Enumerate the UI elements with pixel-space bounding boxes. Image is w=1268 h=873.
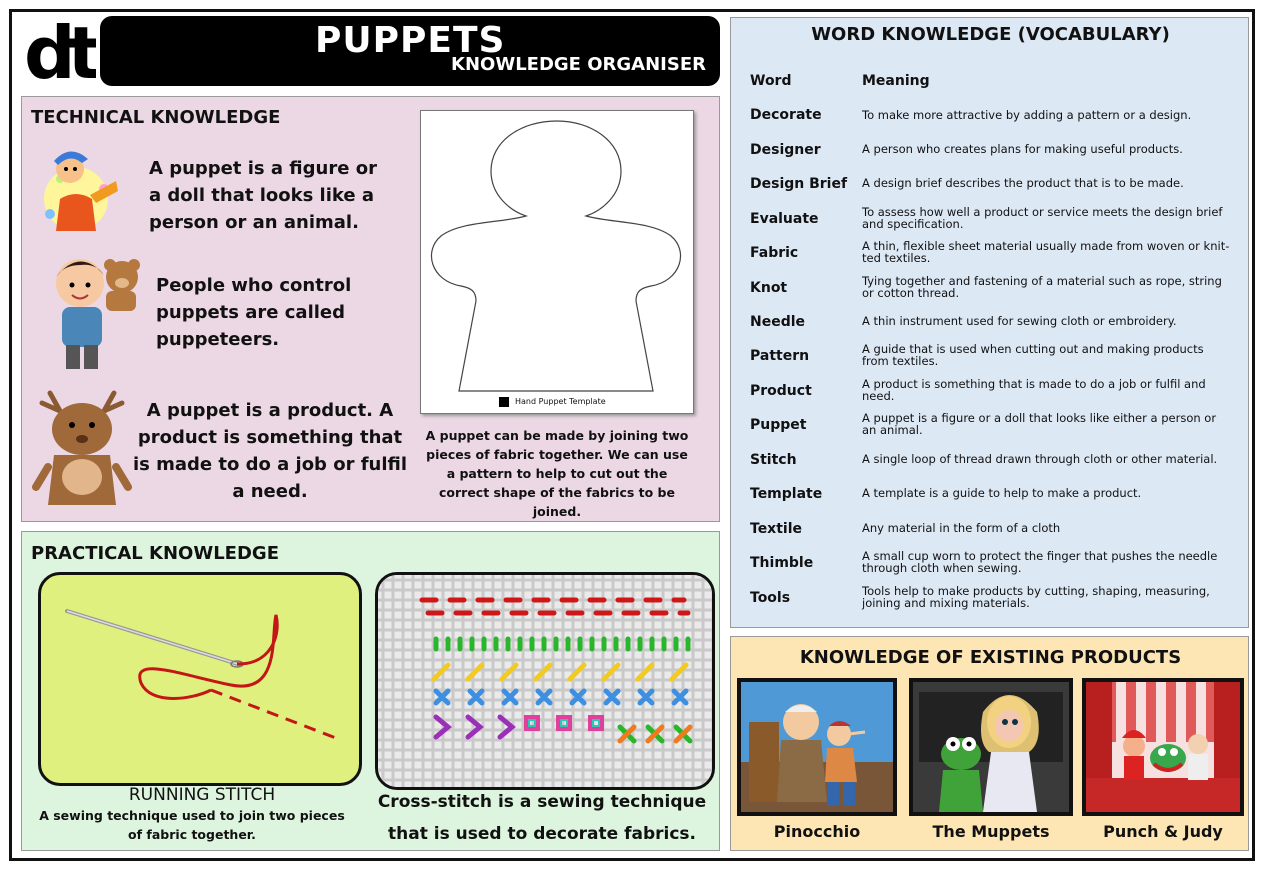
vocab-row: Thimble A small cup worn to protect the finger that pushes the needle through cloth when sewing. [750,549,1218,575]
muppets-photo [909,678,1073,816]
running-stitch-description: A sewing technique used to join two pieces of fabric together. [39,808,345,842]
existing-heading: KNOWLEDGE OF EXISTING PRODUCTS [799,647,1182,668]
vocab-row: Knot Tying together and fastening of a material such as rope, string or cotton thread. [750,274,1222,300]
technical-heading: TECHNICAL KNOWLEDGE [31,107,281,128]
cross-stitch-description: Cross-stitch is a sewing technique that is used to decorate fabrics. [377,792,707,844]
running-stitch-image [38,572,362,786]
existing-products-panel [730,636,1249,851]
vocab-col-meaning: Meaning [862,73,930,89]
clown-puppet-illustration [30,139,122,233]
technical-knowledge-panel [21,96,720,522]
template-description: A puppet can be made by joining two pieces of fabric together. We can use a pattern to help to cut out the correct shape of the fabrics to be joined. [425,428,689,519]
vocab-row: Decorate To make more attractive by adding a pattern or a design. [750,107,1192,123]
svg-text:dt: dt [24,16,94,86]
template-caption: Hand Puppet Template [515,397,606,406]
vocabulary-heading: WORD KNOWLEDGE (VOCABULARY) [811,24,1170,45]
page-subtitle: KNOWLEDGE ORGANISER [451,54,706,75]
reindeer-puppet-illustration [32,387,132,509]
fact-product: A puppet is a product. A product is something that is made to do a job or fulfil a need. [132,400,408,502]
vocab-row: Stitch A single loop of thread drawn through cloth or other material. [750,452,1218,468]
vocab-row: Evaluate To assess how well a product or service meets the design brief and specification. [750,205,1223,231]
vocab-row: Pattern A guide that is used when cutting out and making products from textiles. [750,342,1204,368]
muppets-label: The Muppets [932,822,1050,841]
dt-logo [22,16,96,86]
vocabulary-panel [730,17,1249,628]
running-stitch-title: RUNNING STITCH [128,785,276,805]
hand-puppet-template [420,110,694,414]
vocab-row: Needle A thin instrument used for sewing cloth or embroidery. [750,314,1177,330]
vocab-row: Product A product is something that is made to do a job or fulfil and need. [750,377,1206,403]
cross-stitch-image [375,572,715,790]
punch-judy-photo [1082,678,1244,816]
punch-judy-label: Punch & Judy [1103,822,1223,841]
pinocchio-photo [737,678,897,816]
practical-heading: PRACTICAL KNOWLEDGE [31,543,279,564]
fact-puppeteers: People who control puppets are called puppeteers. [156,275,352,350]
vocab-row: Textile Any material in the form of a cloth [750,521,1061,537]
vocab-row: Designer A person who creates plans for making useful products. [750,142,1183,158]
practical-knowledge-panel [21,531,720,851]
page-title: PUPPETS [315,20,506,61]
vocab-row: Fabric A thin, flexible sheet material usually made from woven or knit-ted textiles. [750,239,1230,265]
pinocchio-label: Pinocchio [773,822,861,841]
vocab-row: Template A template is a guide to help to make a product. [750,486,1142,502]
title-bar [100,16,720,86]
vocab-row: Tools Tools help to make products by cutting, shaping, measuring, joining and mixing materials. [750,584,1210,610]
vocab-row: Design Brief A design brief describes the product that is to be made. [750,176,1184,192]
vocab-col-word: Word [750,73,792,89]
boy-with-puppet-illustration [36,247,146,373]
fact-figure: A puppet is a figure or a doll that looks like a person or an animal. [149,158,377,233]
vocab-row: Puppet A puppet is a figure or a doll that looks like either a person or an animal. [750,411,1217,437]
